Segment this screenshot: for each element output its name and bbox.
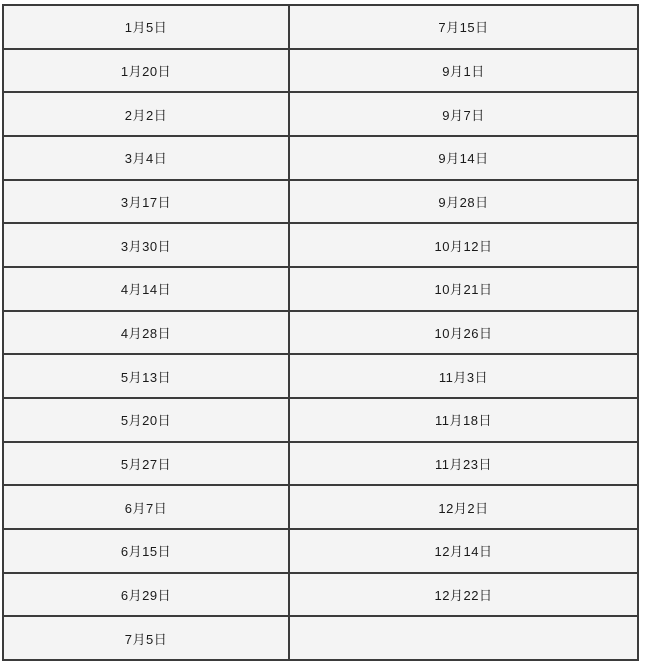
date-cell-right: 9月14日 xyxy=(289,136,638,180)
date-cell-left: 3月17日 xyxy=(3,180,289,224)
table-row xyxy=(3,311,638,355)
date-cell-right: 7月15日 xyxy=(289,5,638,49)
date-cell-left: 6月15日 xyxy=(3,529,289,573)
date-cell-right xyxy=(289,616,638,660)
table-row xyxy=(3,5,638,49)
table-row xyxy=(3,442,638,486)
table-row xyxy=(3,485,638,529)
date-cell-left: 1月20日 xyxy=(3,49,289,93)
table-row xyxy=(3,616,638,660)
table-row xyxy=(3,223,638,267)
date-cell-right: 12月2日 xyxy=(289,485,638,529)
date-cell-left: 3月30日 xyxy=(3,223,289,267)
date-cell-right: 11月18日 xyxy=(289,398,638,442)
date-table xyxy=(2,4,639,661)
table-row xyxy=(3,529,638,573)
date-cell-left: 5月27日 xyxy=(3,442,289,486)
table-row xyxy=(3,49,638,93)
date-cell-left: 3月4日 xyxy=(3,136,289,180)
table-row xyxy=(3,354,638,398)
date-cell-right: 10月12日 xyxy=(289,223,638,267)
date-cell-left: 6月7日 xyxy=(3,485,289,529)
table-row xyxy=(3,398,638,442)
table-row xyxy=(3,180,638,224)
table-row xyxy=(3,573,638,617)
date-cell-left: 1月5日 xyxy=(3,5,289,49)
date-cell-left: 4月14日 xyxy=(3,267,289,311)
table-row xyxy=(3,267,638,311)
date-cell-right: 11月3日 xyxy=(289,354,638,398)
date-cell-right: 10月21日 xyxy=(289,267,638,311)
table-row xyxy=(3,92,638,136)
date-cell-right: 12月14日 xyxy=(289,529,638,573)
date-cell-right: 10月26日 xyxy=(289,311,638,355)
date-cell-left: 5月20日 xyxy=(3,398,289,442)
date-cell-left: 4月28日 xyxy=(3,311,289,355)
date-cell-left: 2月2日 xyxy=(3,92,289,136)
date-cell-right: 11月23日 xyxy=(289,442,638,486)
date-cell-left: 5月13日 xyxy=(3,354,289,398)
date-cell-right: 9月7日 xyxy=(289,92,638,136)
date-table-body xyxy=(3,5,638,660)
date-cell-right: 9月28日 xyxy=(289,180,638,224)
date-cell-right: 12月22日 xyxy=(289,573,638,617)
date-cell-right: 9月1日 xyxy=(289,49,638,93)
date-cell-left: 6月29日 xyxy=(3,573,289,617)
date-cell-left: 7月5日 xyxy=(3,616,289,660)
table-row xyxy=(3,136,638,180)
